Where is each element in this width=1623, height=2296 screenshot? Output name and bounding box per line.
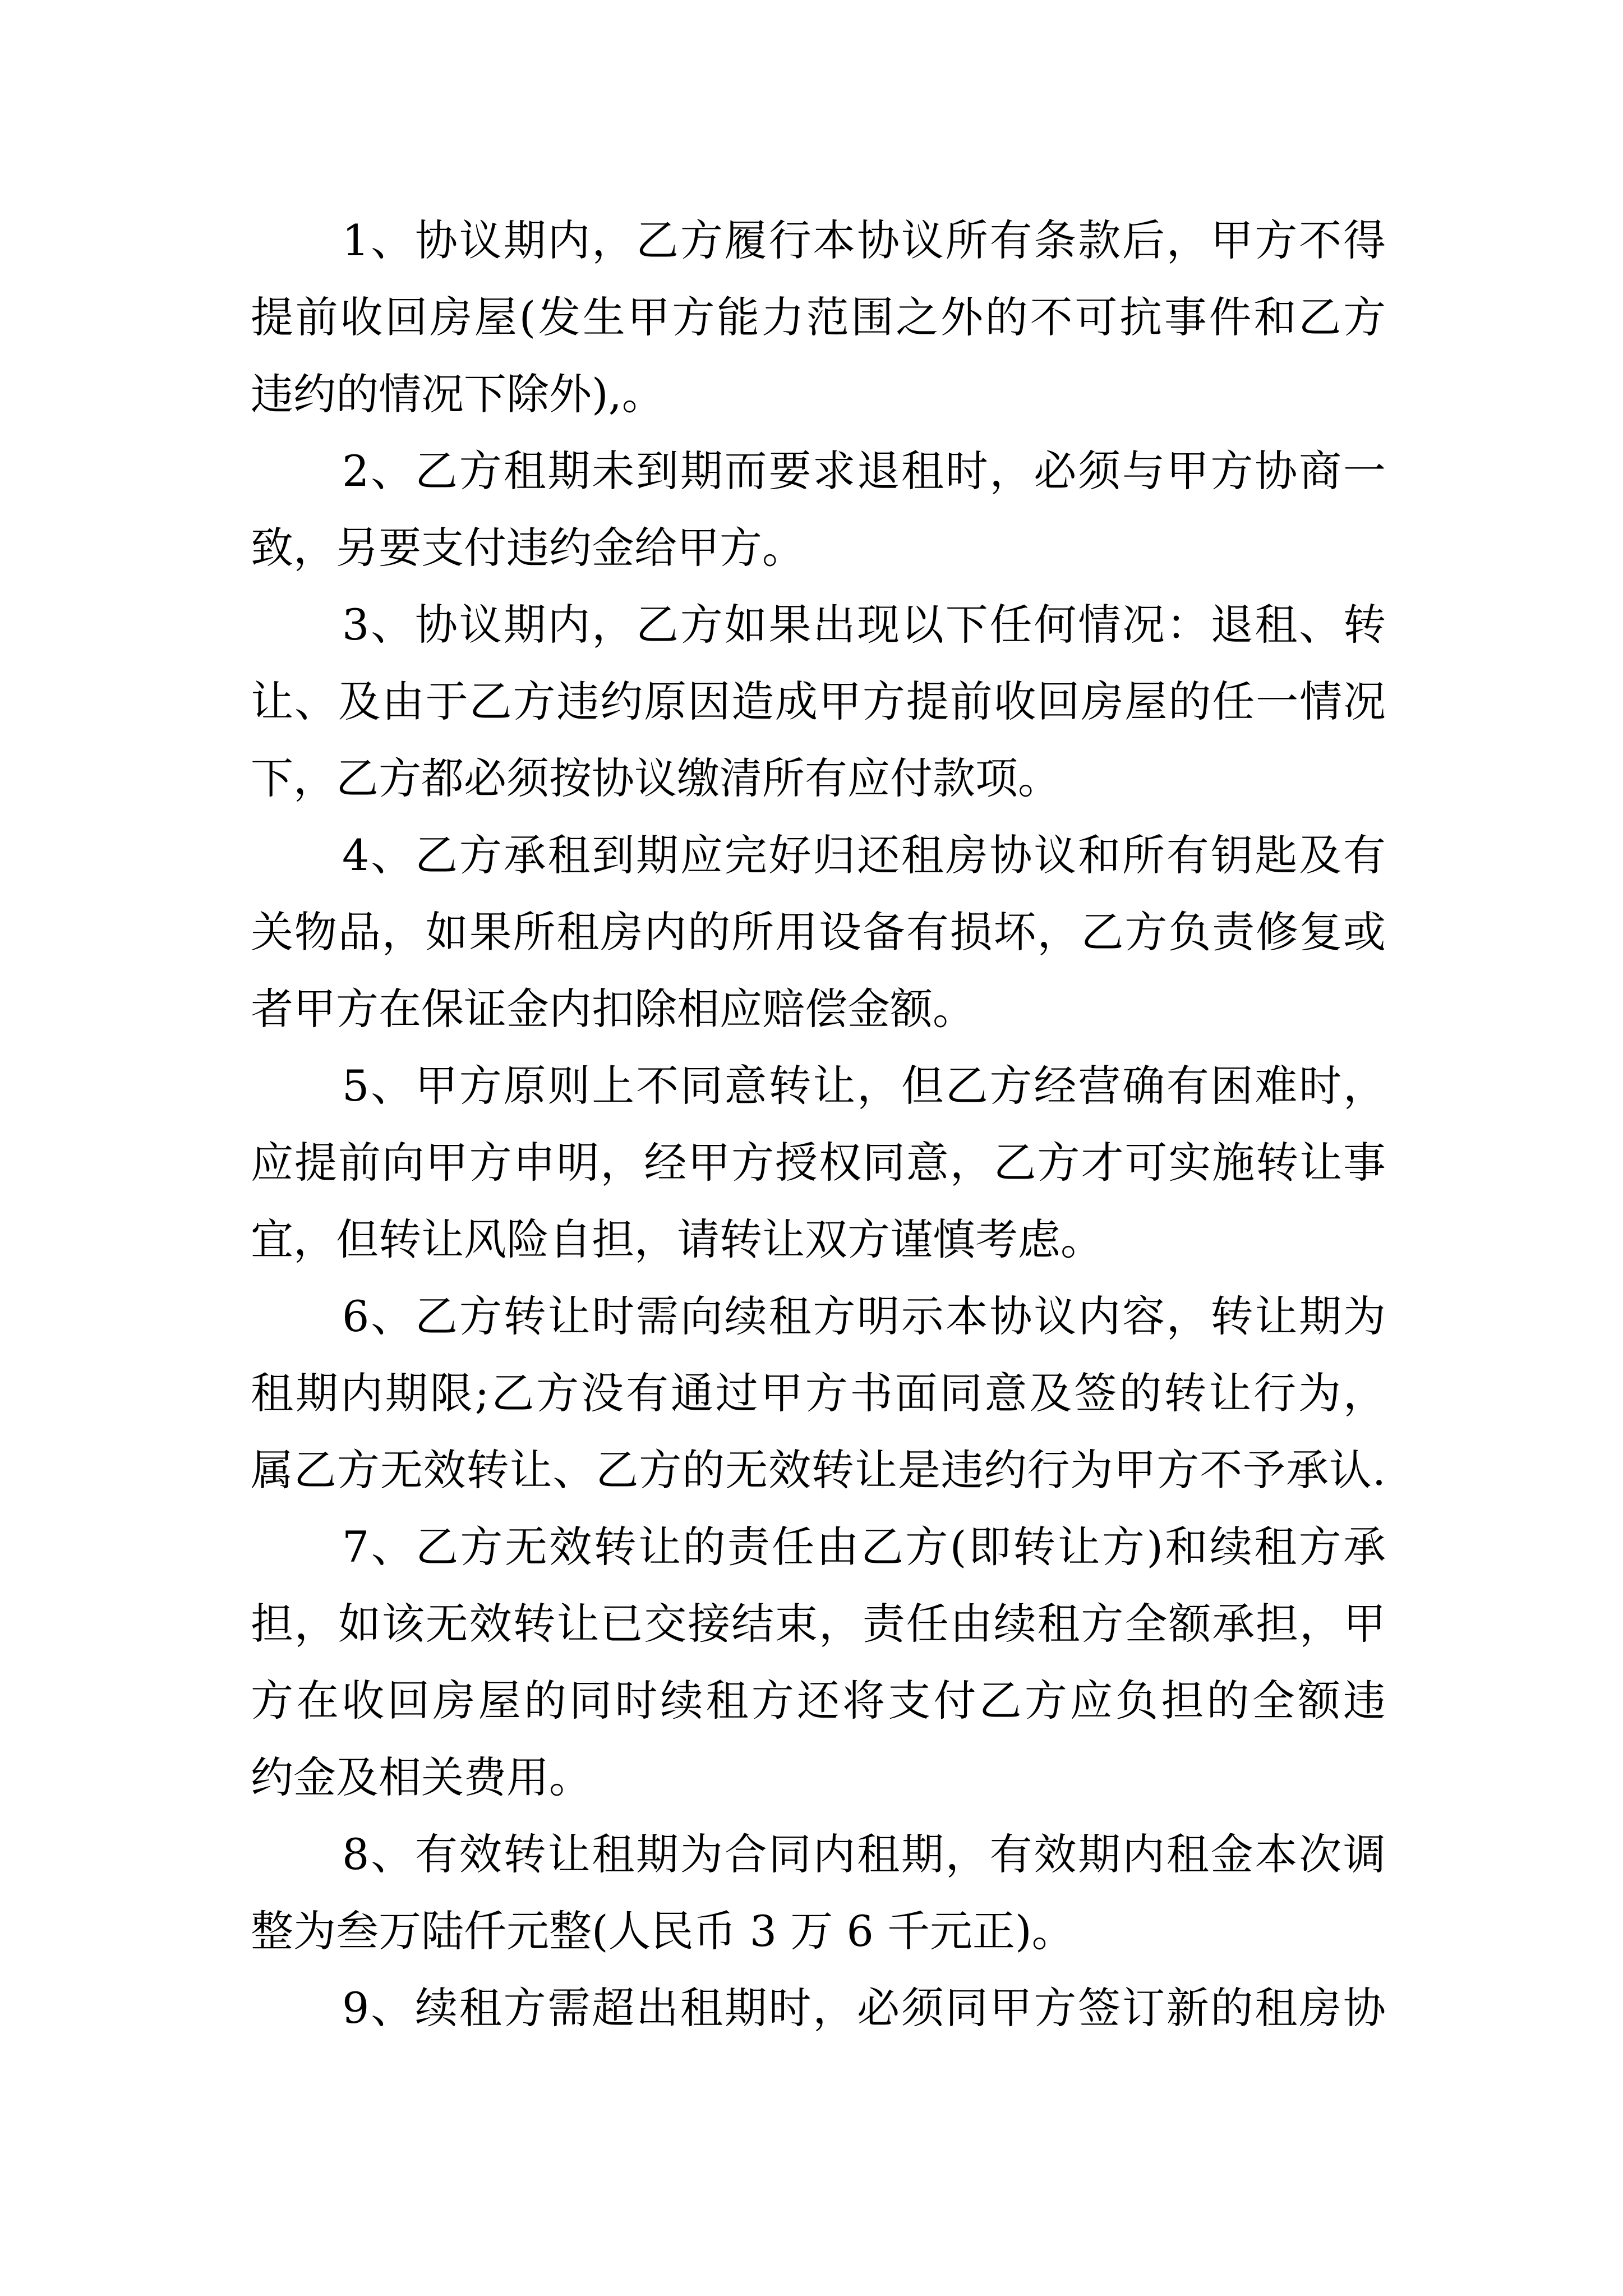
text-line: 应提前向甲方申明，经甲方授权同意，乙方才可实施转让事 xyxy=(251,1138,1386,1188)
clause-5 xyxy=(251,1047,1386,1278)
text-line: 7、乙方无效转让的责任由乙方(即转让方)和续租方承 xyxy=(342,1522,1386,1572)
text-line: 9、续租方需超出租期时，必须同甲方签订新的租房协 xyxy=(342,1983,1386,2033)
text-line: 3、协议期内，乙方如果出现以下任何情况：退租、转 xyxy=(342,600,1386,650)
clause-3 xyxy=(251,586,1386,817)
text-line: 2、乙方租期未到期而要求退租时，必须与甲方协商一 xyxy=(342,446,1386,496)
clause-8 xyxy=(251,1816,1386,1970)
text-line: 整为叁万陆仟元整(人民币 3 万 6 千元正)。 xyxy=(251,1906,1075,1956)
text-line: 让、及由于乙方违约原因造成甲方提前收回房屋的任一情况 xyxy=(251,677,1386,726)
text-line: 者甲方在保证金内扣除相应赔偿金额。 xyxy=(251,984,975,1034)
clause-2 xyxy=(251,432,1386,586)
clause-4 xyxy=(251,817,1386,1047)
text-line: 1、协议期内，乙方履行本协议所有条款后，甲方不得 xyxy=(342,215,1386,265)
text-line: 8、有效转让租期为合同内租期，有效期内租金本次调 xyxy=(342,1829,1386,1879)
clause-9 xyxy=(251,1970,1386,2046)
text-line: 提前收回房屋(发生甲方能力范围之外的不可抗事件和乙方 xyxy=(251,292,1386,342)
text-line: 下，乙方都必须按协议缴清所有应付款项。 xyxy=(251,753,1061,803)
clause-6 xyxy=(251,1278,1386,1508)
text-line: 5、甲方原则上不同意转让，但乙方经营确有困难时， xyxy=(342,1061,1386,1111)
text-line: 约金及相关费用。 xyxy=(251,1752,592,1802)
clause-7 xyxy=(251,1508,1386,1816)
text-line: 关物品，如果所租房内的所用设备有损坏，乙方负责修复或 xyxy=(251,907,1386,957)
clause-1 xyxy=(251,202,1386,432)
text-line: 属乙方无效转让、乙方的无效转让是违约行为甲方不予承认. xyxy=(251,1445,1386,1495)
text-line: 4、乙方承租到期应完好归还租房协议和所有钥匙及有 xyxy=(342,830,1386,880)
text-line: 方在收回房屋的同时续租方还将支付乙方应负担的全额违 xyxy=(251,1676,1386,1726)
text-line: 宜，但转让风险自担，请转让双方谨慎考虑。 xyxy=(251,1214,1103,1264)
text-line: 违约的情况下除外),。 xyxy=(251,369,665,419)
text-line: 担，如该无效转让已交接结束，责任由续租方全额承担，甲 xyxy=(251,1599,1386,1649)
text-line: 致，另要支付违约金给甲方。 xyxy=(251,523,805,573)
text-line: 6、乙方转让时需向续租方明示本协议内容，转让期为 xyxy=(342,1291,1386,1341)
document-body xyxy=(251,202,1386,2046)
text-line: 租期内期限;乙方没有通过甲方书面同意及签的转让行为， xyxy=(251,1368,1386,1418)
